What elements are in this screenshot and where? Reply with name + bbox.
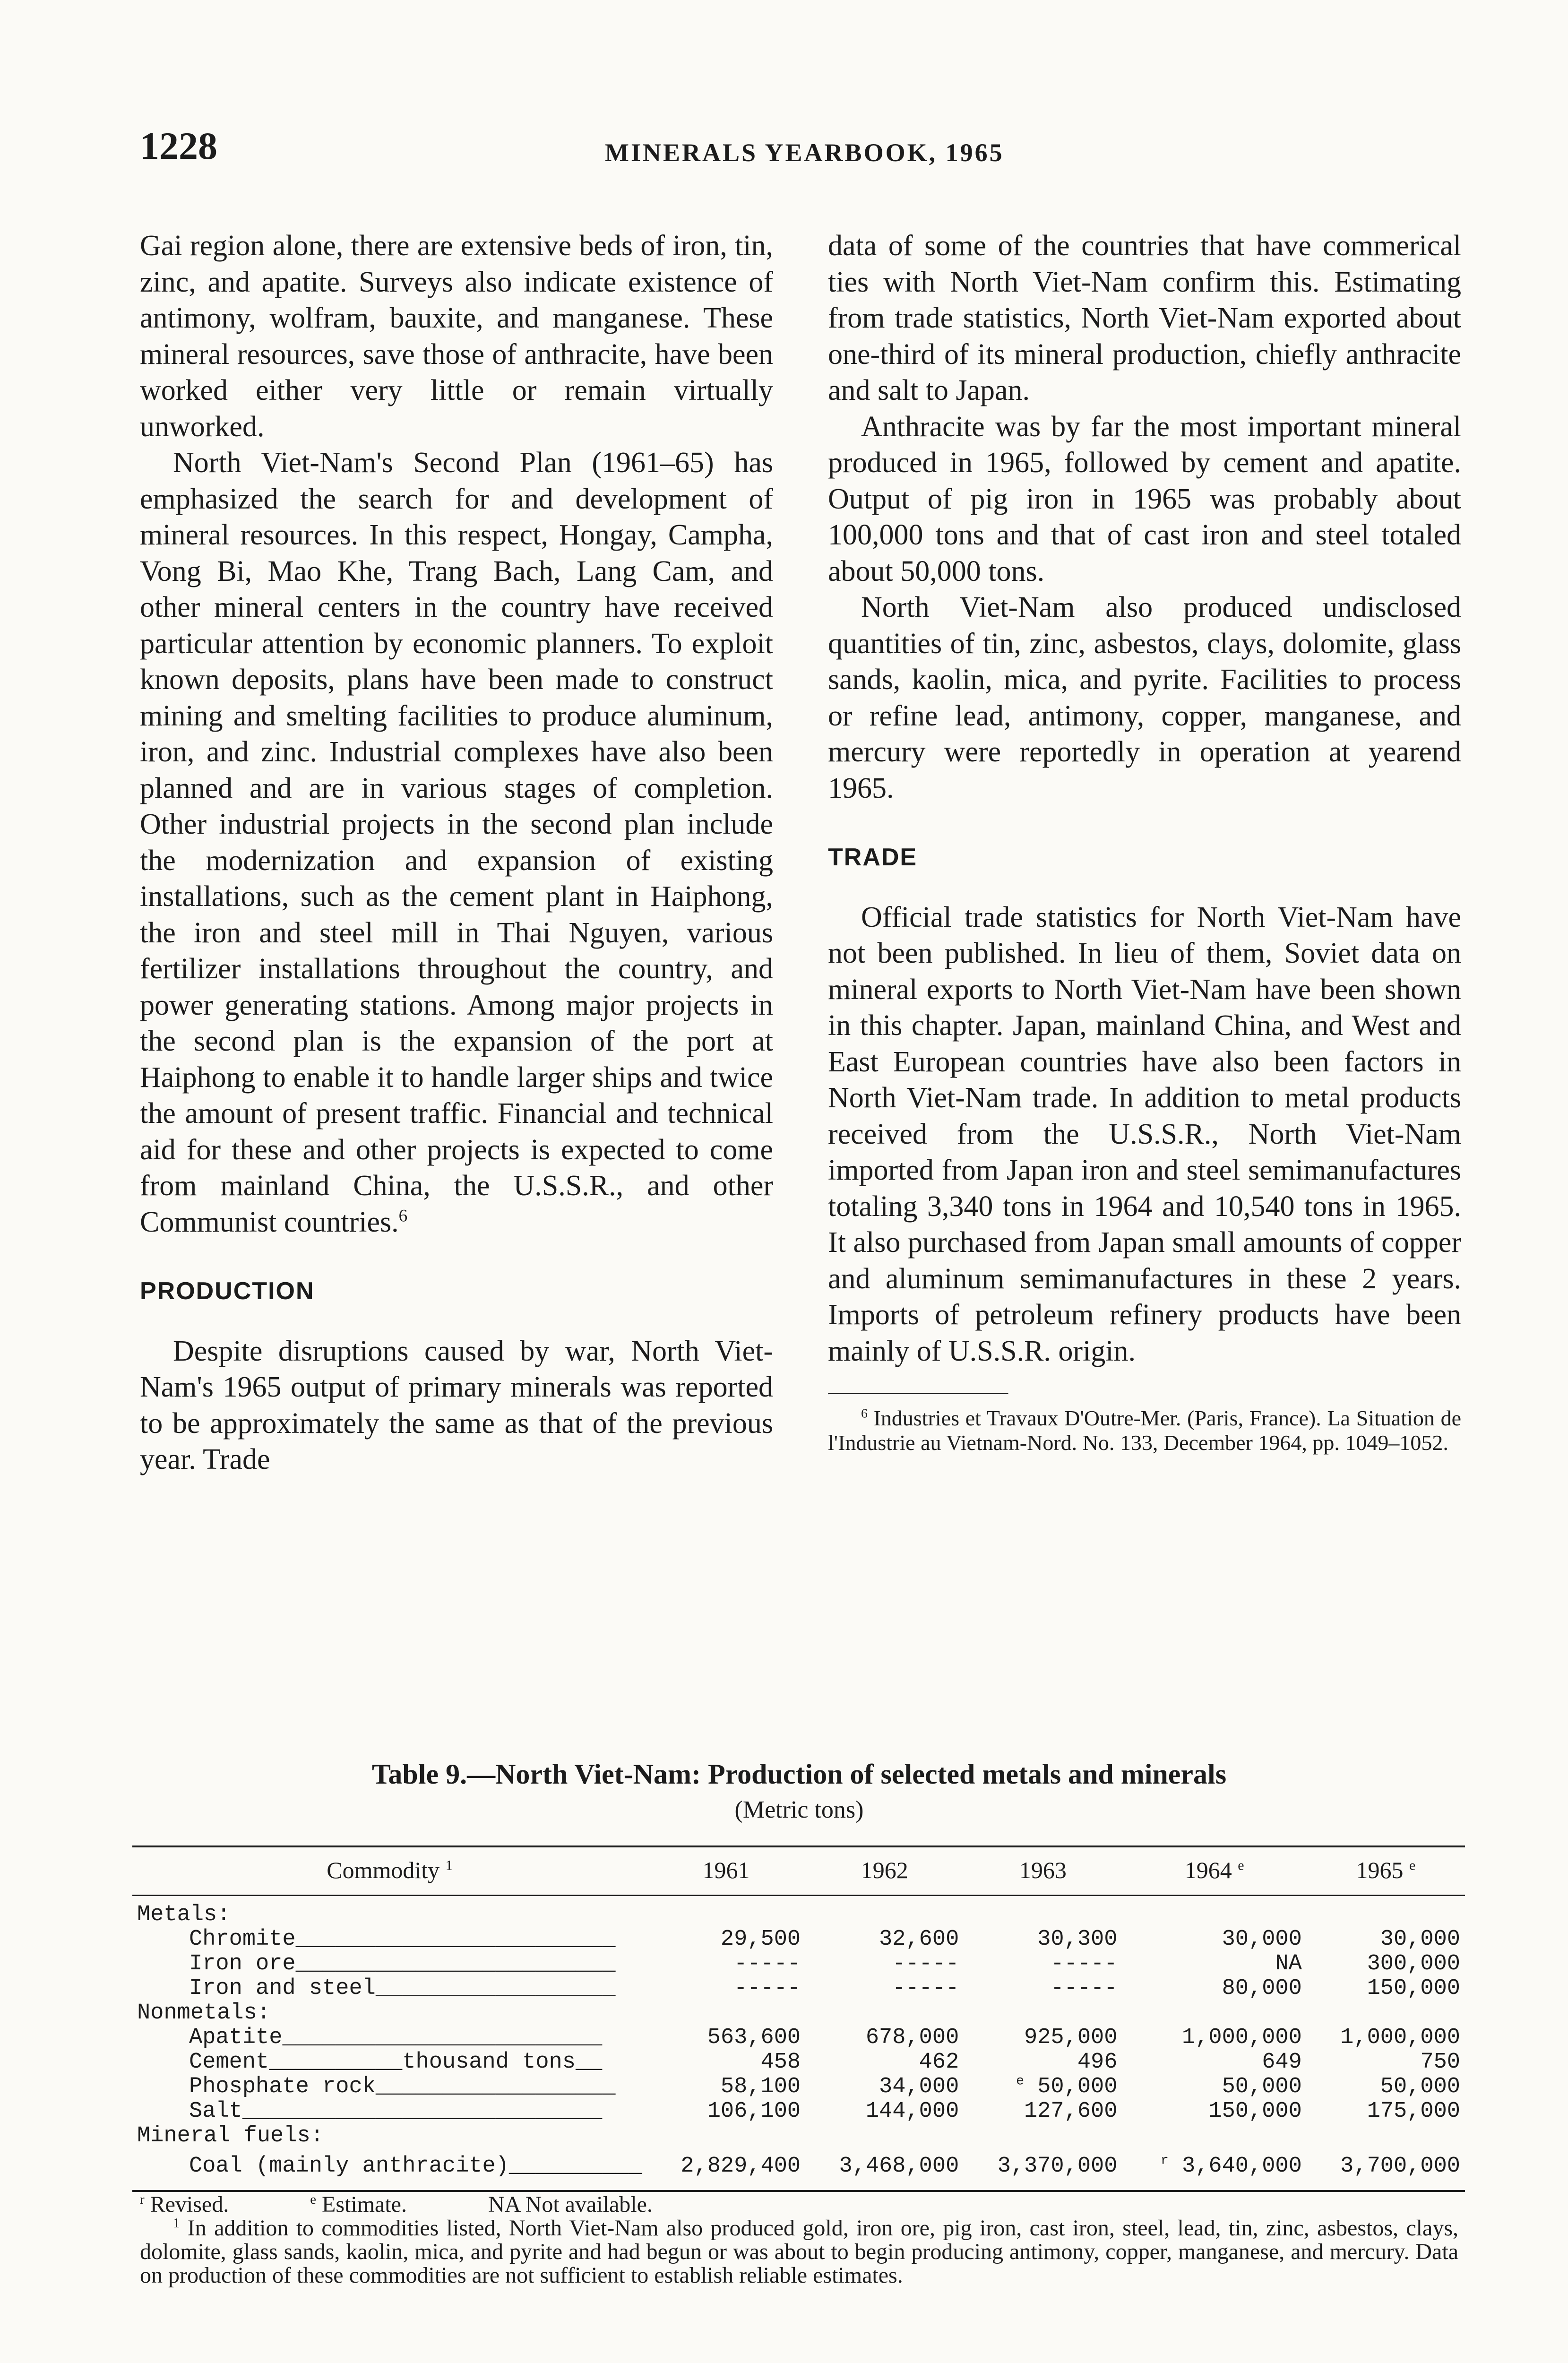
paragraph: Anthracite was by far the most important mineral produced in 1965, followed by cement and apatite. Output of pig iron in 1965 was probably about 100,000 tons and that of cast iron and steel totaled about 50,000 tons. bbox=[828, 410, 1461, 587]
table-subtitle: (Metric tons) bbox=[734, 1796, 864, 1823]
table-legend: $^r$ Revised. $^e$ Estimate. NA Not available. bbox=[140, 2192, 653, 2217]
table-group-row: Mineral fuels: bbox=[137, 2123, 324, 2148]
page-number: 1228 bbox=[140, 124, 217, 167]
production-table bbox=[132, 1846, 1465, 2192]
revised-mark: r bbox=[1160, 2153, 1169, 2168]
table-row: Cement__________thousand tons__ 458 462 496 649 750 bbox=[189, 2050, 1460, 2075]
paragraph: data of some of the countries that have commerical ties with North Viet-Nam confirm this. Estimating from trade statistics, North Viet-Nam exported about one-third of its mineral production, chiefly anthracite and salt to Japan. bbox=[828, 230, 1461, 406]
table-note-1: $^1$ In addition to commodities listed, North Viet-Nam also produced gold, iron ore, pig iron, cast iron, steel, lead, tin, zinc, asbestos, clays, dolomite, glass sands, kaolin, mica, and pyrite and had begun or was about to begin producing antimony, copper, manganese, and mercury. Data on production of these commodities are not sufficient to establish reliable estimates. bbox=[140, 2216, 1459, 2288]
footnote-text: Industries et Travaux D'Outre-Mer. (Paris, France). La Situation de l'Industrie au Vietnam-Nord. No. 133, December 1964, pp. 1049–1052. bbox=[828, 1406, 1462, 1455]
paragraph-text: North Viet-Nam's Second Plan (1961–65) has emphasized the search for and development of mineral resources. In this respect, Hongay, Campha, Vong Bi, Mao Khe, Trang Bach, Lang Cam, and other mineral centers in the country have received particular attention by economic planners. To exploit known deposits, plans have been made to construct mining and smelting facilities to produce aluminum, iron, and zinc. Industrial complexes have also been planned and are in various stages of completion. Other industrial projects in the second plan include the modernization and expansion of existing installations, such as the cement plant in Haiphong, the iron and steel mill in Thai Nguyen, various fertilizer installations throughout the country, and power generating stations. Among major projects in the second plan is the expansion of the port at Haiphong to enable it to handle larger ships and twice the amount of present traffic. Financial and technical aid for these and other projects is expected to come from mainland China, the U.S.S.R., and other Communist countries. bbox=[140, 447, 773, 1238]
right-column bbox=[828, 228, 1461, 1455]
column-header-1961: 1961 bbox=[647, 1846, 805, 1896]
column-header-1964: 1964 $^e$ bbox=[1122, 1846, 1306, 1896]
table-group-row: Nonmetals: bbox=[137, 2001, 271, 2026]
table-row: Salt___________________________ 106,100 144,000 127,600 150,000 175,000 bbox=[189, 2099, 1460, 2124]
table-row: Chromite________________________ 29,500 32,600 30,300 30,000 30,000 bbox=[189, 1927, 1460, 1952]
left-column bbox=[140, 228, 773, 1478]
column-header-1963: 1963 bbox=[964, 1846, 1122, 1896]
table-row: Coal (mainly anthracite)__________ 2,829,400 3,468,000 3,370,000 $^r$ 3,640,000 3,700,000 bbox=[132, 2148, 1465, 2191]
table-header-row bbox=[132, 1846, 1465, 1896]
paragraph: Official trade statistics for North Viet-Nam have not been published. In lieu of them, Soviet data on mineral exports to North Viet-Nam have been shown in this chapter. Japan, mainland China, and West and East European countries have also been factors in North Viet-Nam trade. In addition to metal products received from the U.S.S.R., North Viet-Nam imported from Japan iron and steel semimanufactures totaling 3,340 tons in 1964 and 10,540 tons in 1965. It also purchased from Japan small amounts of copper and aluminum semimanufactures in these 2 years. Imports of petroleum refinery products have been mainly of U.S.S.R. origin. bbox=[828, 901, 1461, 1367]
table-notes bbox=[140, 2193, 1458, 2287]
section-heading-production: PRODUCTION bbox=[140, 1277, 315, 1305]
table-group-row: Metals: bbox=[137, 1902, 231, 1927]
paragraph: North Viet-Nam also produced undisclosed quantities of tin, zinc, asbestos, clays, dolomite, glass sands, kaolin, mica, and pyrite. Facilities to process or refine lead, antimony, copper, manganese, and mercury were reportedly in operation at yearend 1965. bbox=[828, 591, 1461, 804]
estimate-mark: e bbox=[1016, 2074, 1024, 2089]
column-header-1962: 1962 bbox=[805, 1846, 964, 1896]
running-head: MINERALS YEARBOOK, 1965 bbox=[605, 138, 1004, 167]
column-header-1965: 1965 $^e$ bbox=[1307, 1846, 1465, 1896]
section-heading-trade: TRADE bbox=[828, 844, 918, 871]
table-row: Iron ore________________________ ----- ----- ----- NA 300,000 bbox=[189, 1951, 1460, 1976]
column-header-commodity: Commodity $^1$ bbox=[132, 1846, 647, 1896]
footnote-marker: 6 bbox=[861, 1406, 868, 1421]
paragraph bbox=[140, 445, 773, 1240]
table-title: Table 9.—North Viet-Nam: Production of selected metals and minerals bbox=[371, 1759, 1227, 1790]
table-row: Phosphate rock__________________ 58,100 34,000 $^e$ 50,000 50,000 50,000 bbox=[189, 2074, 1460, 2099]
table-row: Apatite________________________ 563,600 678,000 925,000 1,000,000 1,000,000 bbox=[189, 2025, 1460, 2050]
paragraph: Despite disruptions caused by war, North Viet-Nam's 1965 output of primary minerals was reported to be approximately the same as that of the previous year. Trade bbox=[140, 1335, 773, 1475]
footnote-ref: 6 bbox=[398, 1206, 408, 1225]
table-row: Iron and steel__________________ ----- ----- ----- 80,000 150,000 bbox=[189, 1976, 1460, 2001]
paragraph: Gai region alone, there are extensive beds of iron, tin, zinc, and apatite. Surveys also indicate existence of antimony, wolfram, bauxite, and manganese. These mineral resources, save those of anthracite, have been worked either very little or remain virtually unworked. bbox=[140, 230, 773, 443]
footnote bbox=[828, 1406, 1461, 1455]
